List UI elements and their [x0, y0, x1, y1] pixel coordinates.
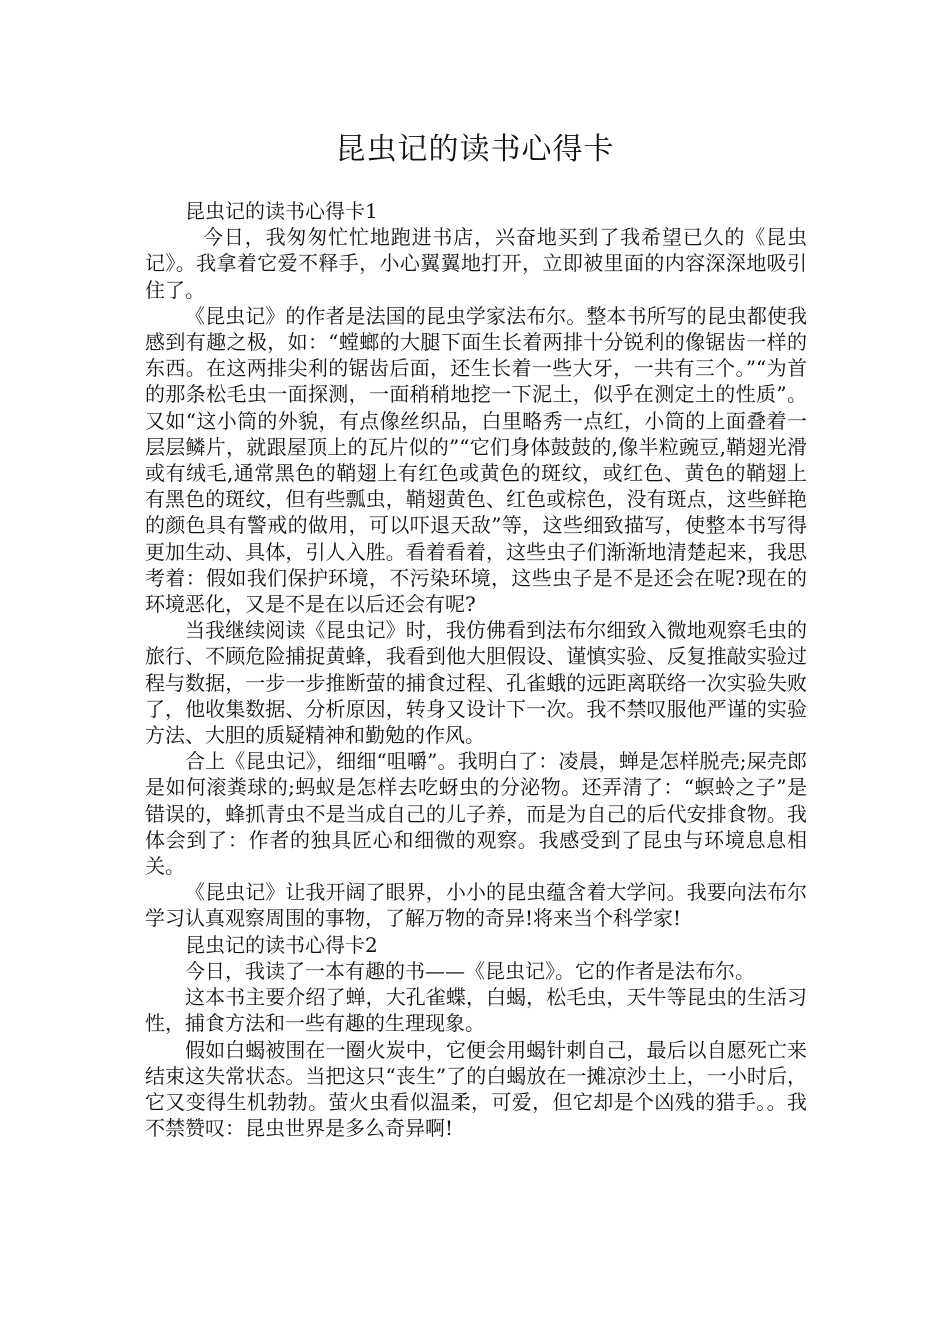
document-body	[145, 198, 807, 1141]
paragraph: 《昆虫记》让我开阔了眼界，小小的昆虫蕴含着大学问。我要向法布尔学习认真观察周围的事物，了解万物的奇异!将来当个科学家!	[145, 880, 807, 931]
section-heading-2: 昆虫记的读书心得卡2	[185, 932, 378, 957]
page-title: 昆虫记的读书心得卡	[335, 132, 615, 167]
paragraph: 今日，我读了一本有趣的书——《昆虫记》。它的作者是法布尔。	[185, 958, 755, 983]
paragraph: 假如白蝎被围在一圈火炭中，它便会用蝎针刺自己，最后以自愿死亡来结束这失常状态。当把这只“丧生”了的白蝎放在一摊凉沙土上，一小时后，它又变得生机勃勃。萤火虫看似温柔，可爱，但它却是个凶残的猎手。。我不禁赞叹：昆虫世界是多么奇异啊!	[145, 1037, 807, 1141]
paragraph: 当我继续阅读《昆虫记》时，我仿佛看到法布尔细致入微地观察毛虫的旅行、不顾危险捕捉黄蜂，我看到他大胆假设、谨慎实验、反复推敲实验过程与数据，一步一步推断萤的捕食过程、孔雀蛾的远距离联络一次实验失败了，他收集数据、分析原因，转身又设计下一次。我不禁叹服他严谨的实验方法、大胆的质疑精神和勤勉的作风。	[145, 618, 807, 748]
paragraph: 这本书主要介绍了蝉，大孔雀蝶，白蝎，松毛虫，天牛等昆虫的生活习性，捕食方法和一些有趣的生理现象。	[145, 985, 807, 1036]
paragraph: 合上《昆虫记》，细细“咀嚼”。我明白了：凌晨，蝉是怎样脱壳;屎壳郎是如何滚粪球的;蚂蚁是怎样去吃蚜虫的分泌物。还弄清了：“螟蛉之子”是错误的，蜂抓青虫不是当成自己的儿子养，而是为自己的后代安排食物。我体会到了：作者的独具匠心和细微的观察。我感受到了昆虫与环境息息相关。	[145, 749, 807, 879]
paragraph: 《昆虫记》的作者是法国的昆虫学家法布尔。整本书所写的昆虫都使我感到有趣之极，如：“螳螂的大腿下面生长着两排十分锐利的像锯齿一样的东西。在这两排尖利的锯齿后面，还生长着一些大牙，一共有三个。”“为首的那条松毛虫一面探测，一面稍稍地挖一下泥土，似乎在测定土的性质”。又如“这小筒的外貌，有点像丝织品，白里略秀一点红，小筒的上面叠着一层层鳞片，就跟屋顶上的瓦片似的”“它们身体鼓鼓的,像半粒豌豆,鞘翅光滑或有绒毛,通常黑色的鞘翅上有红色或黄色的斑纹，或红色、黄色的鞘翅上有黑色的斑纹，但有些瓢虫，鞘翅黄色、红色或棕色，没有斑点，这些鲜艳的颜色具有警戒的做用，可以吓退天敌”等，这些细致描写，使整本书写得更加生动、具体，引人入胜。看着看着，这些虫子们渐渐地清楚起来，我思考着：假如我们保护环境，不污染环境，这些虫子是不是还会在呢?现在的环境恶化，又是不是在以后还会有呢?	[145, 303, 807, 617]
paragraph: 今日，我匆匆忙忙地跑进书店，兴奋地买到了我希望已久的《昆虫记》。我拿着它爱不释手，小心翼翼地打开，立即被里面的内容深深地吸引住了。	[145, 225, 807, 302]
section-heading-1: 昆虫记的读书心得卡1	[185, 199, 378, 223]
